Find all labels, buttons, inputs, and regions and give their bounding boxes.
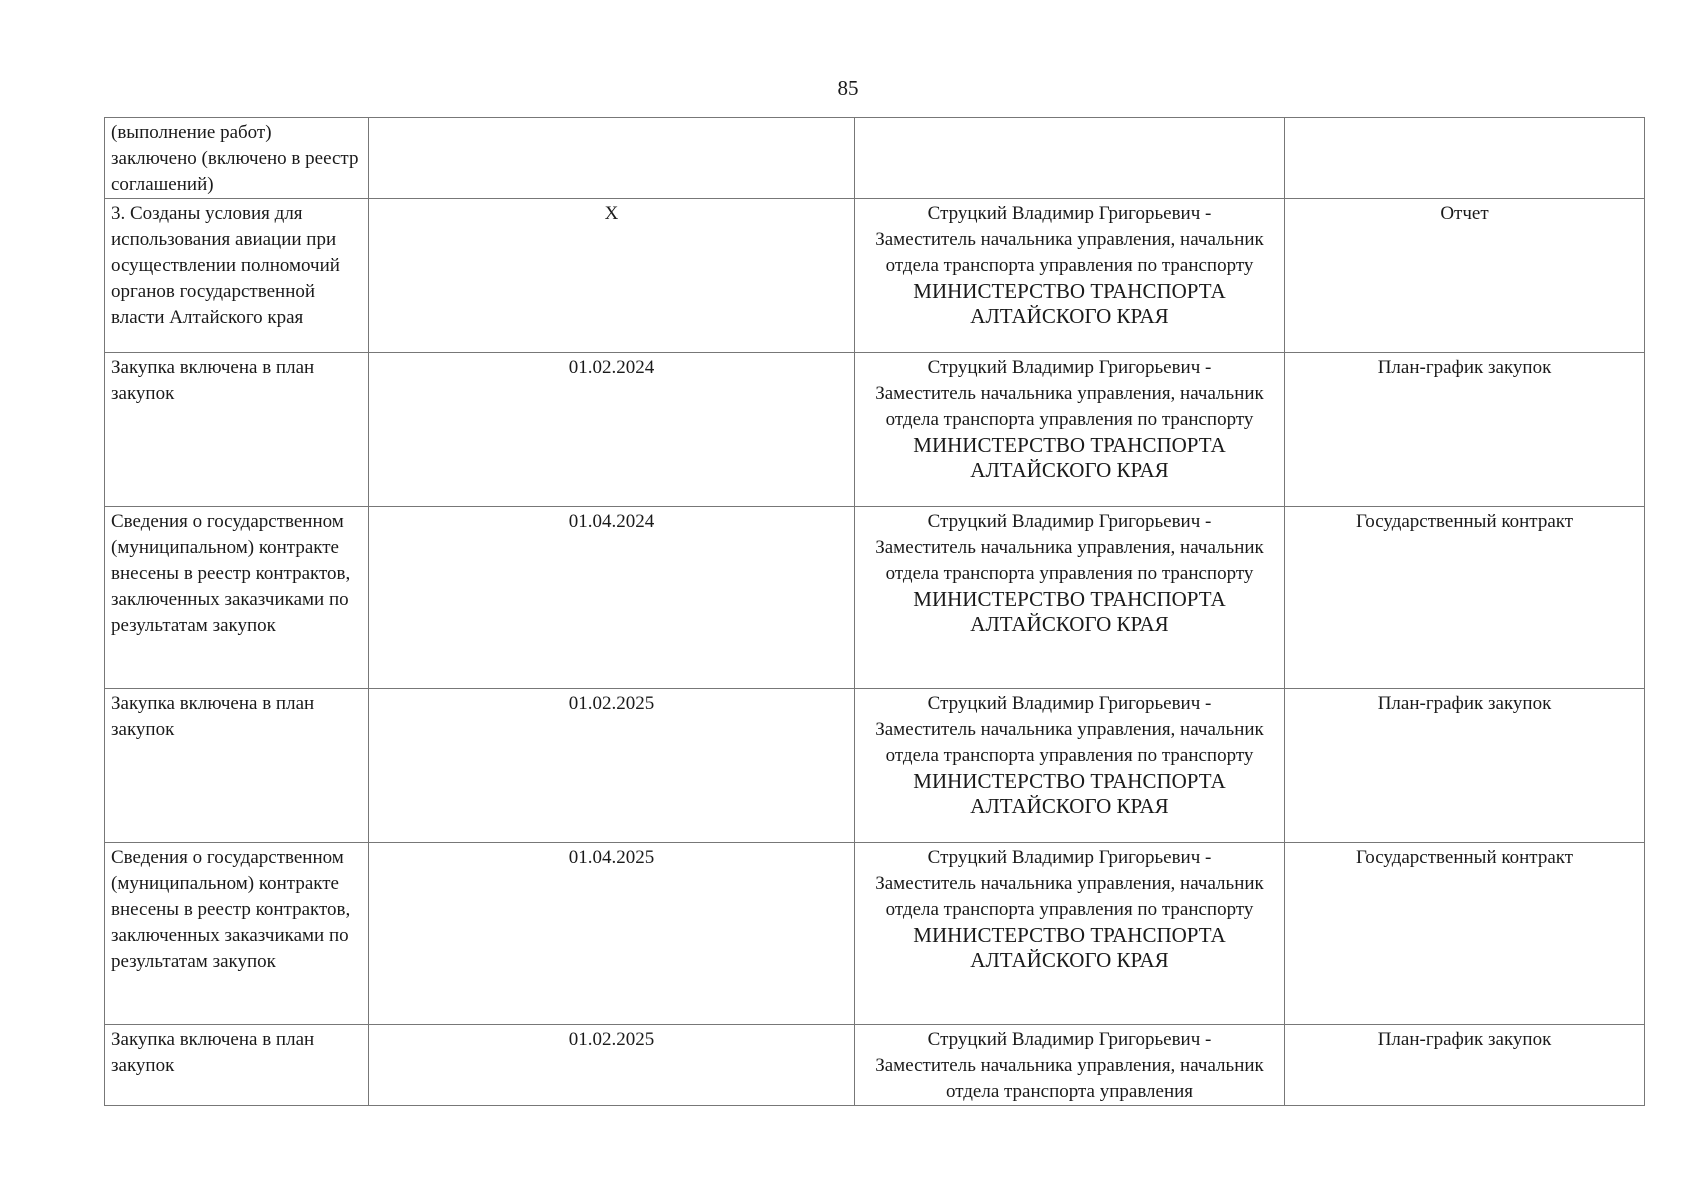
document-type: Отчет	[1285, 199, 1645, 353]
document-type: План-график закупок	[1285, 689, 1645, 843]
responsible-position: Заместитель начальника управления, начальник отдела транспорта управления по транспорту	[875, 873, 1264, 920]
organization-line-2: АЛТАЙСКОГО КРАЯ	[970, 794, 1169, 818]
organization-line-2: АЛТАЙСКОГО КРАЯ	[970, 612, 1169, 636]
responsible-cell	[855, 1025, 1285, 1106]
responsible-cell	[855, 118, 1285, 199]
deadline-date: 01.02.2024	[369, 353, 855, 507]
event-description: 3. Созданы условия для использования авиации при осуществлении полномочий органов государственной власти Алтайского края	[105, 199, 369, 353]
page-number: 85	[837, 76, 859, 100]
responsible-cell	[855, 507, 1285, 689]
responsible-person: Струцкий Владимир Григорьевич -	[927, 357, 1212, 378]
responsible-person: Струцкий Владимир Григорьевич -	[927, 847, 1212, 868]
event-description: Закупка включена в план закупок	[105, 689, 369, 843]
table-row	[105, 1025, 1645, 1106]
responsible-person: Струцкий Владимир Григорьевич -	[927, 693, 1212, 714]
event-description: Сведения о государственном (муниципальном) контракте внесены в реестр контрактов, заключенных заказчиками по результатам закупок	[105, 507, 369, 689]
responsible-position: Заместитель начальника управления, начальник отдела транспорта управления по транспорту	[875, 719, 1264, 766]
document-type: Государственный контракт	[1285, 507, 1645, 689]
responsible-cell	[855, 353, 1285, 507]
document-type	[1285, 118, 1645, 199]
deadline-date: 01.04.2025	[369, 843, 855, 1025]
deadline-date: Х	[369, 199, 855, 353]
deadline-date	[369, 118, 855, 199]
document-type: Государственный контракт	[1285, 843, 1645, 1025]
organization-line-1: МИНИСТЕРСТВО ТРАНСПОРТА	[913, 587, 1226, 611]
responsible-position: Заместитель начальника управления, начальник отдела транспорта управления по транспорту	[875, 537, 1264, 584]
organization-line-1: МИНИСТЕРСТВО ТРАНСПОРТА	[913, 769, 1226, 793]
organization-line-1: МИНИСТЕРСТВО ТРАНСПОРТА	[913, 433, 1226, 457]
organization-line-2: АЛТАЙСКОГО КРАЯ	[970, 948, 1169, 972]
deadline-date: 01.04.2024	[369, 507, 855, 689]
document-type: План-график закупок	[1285, 353, 1645, 507]
table-row	[105, 507, 1645, 689]
table-row	[105, 689, 1645, 843]
table-row	[105, 353, 1645, 507]
event-description: Закупка включена в план закупок	[105, 353, 369, 507]
table-row	[105, 118, 1645, 199]
deadline-date: 01.02.2025	[369, 689, 855, 843]
event-description: (выполнение работ) заключено (включено в реестр соглашений)	[105, 118, 369, 199]
organization-line-1: МИНИСТЕРСТВО ТРАНСПОРТА	[913, 923, 1226, 947]
organization-line-2: АЛТАЙСКОГО КРАЯ	[970, 304, 1169, 328]
event-description: Закупка включена в план закупок	[105, 1025, 369, 1106]
responsible-person: Струцкий Владимир Григорьевич -	[927, 203, 1212, 224]
event-description: Сведения о государственном (муниципальном) контракте внесены в реестр контрактов, заключенных заказчиками по результатам закупок	[105, 843, 369, 1025]
responsible-cell	[855, 843, 1285, 1025]
table-row	[105, 199, 1645, 353]
responsible-position: Заместитель начальника управления, начальник отдела транспорта управления	[875, 1055, 1264, 1102]
responsible-cell	[855, 199, 1285, 353]
responsible-cell	[855, 689, 1285, 843]
deadline-date: 01.02.2025	[369, 1025, 855, 1106]
table-row	[105, 843, 1645, 1025]
responsible-position: Заместитель начальника управления, начальник отдела транспорта управления по транспорту	[875, 229, 1264, 276]
control-points-table	[104, 117, 1645, 1106]
organization-line-2: АЛТАЙСКОГО КРАЯ	[970, 458, 1169, 482]
responsible-person: Струцкий Владимир Григорьевич -	[927, 1029, 1212, 1050]
document-type: План-график закупок	[1285, 1025, 1645, 1106]
responsible-person: Струцкий Владимир Григорьевич -	[927, 511, 1212, 532]
organization-line-1: МИНИСТЕРСТВО ТРАНСПОРТА	[913, 279, 1226, 303]
responsible-position: Заместитель начальника управления, начальник отдела транспорта управления по транспорту	[875, 383, 1264, 430]
